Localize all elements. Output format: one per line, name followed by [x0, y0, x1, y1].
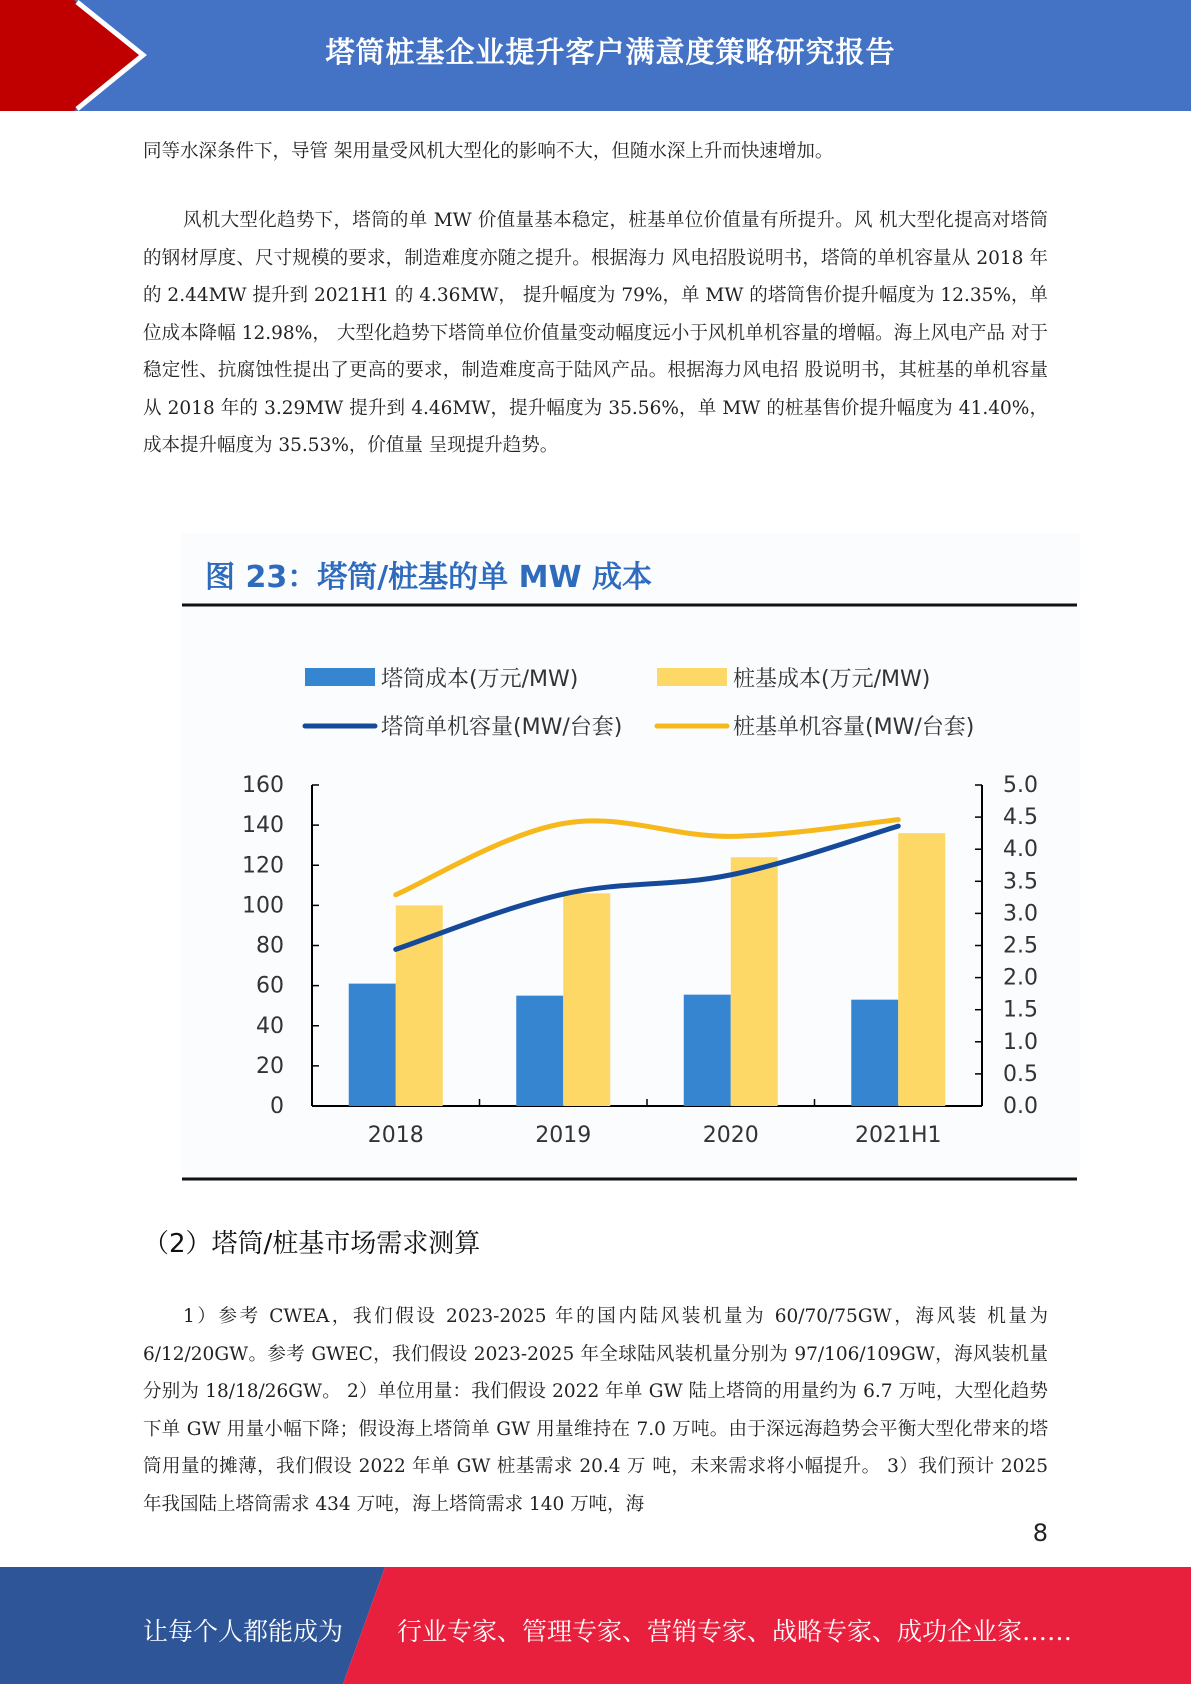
y-right-tick-label: 3.0	[1003, 901, 1038, 927]
x-tick-label: 2019	[535, 1123, 592, 1148]
y-left-tick-label: 160	[242, 773, 284, 798]
bar-tower-cost	[684, 995, 731, 1106]
y-right-tick-label: 4.5	[1003, 805, 1038, 831]
y-right-tick-label: 0.0	[1003, 1094, 1038, 1119]
legend-label: 桩基单机容量(MW/台套)	[733, 715, 975, 740]
bar-tower-cost	[851, 1000, 898, 1106]
section-heading: （2）塔筒/桩基市场需求测算	[143, 1229, 481, 1259]
y-right-tick-label: 0.5	[1003, 1061, 1038, 1087]
bar-pile-cost	[563, 893, 610, 1106]
chart-plot-area	[242, 667, 1038, 1148]
y-left-tick-label: 120	[242, 853, 284, 879]
y-left-tick-label: 100	[242, 893, 284, 919]
y-right-tick-label: 4.0	[1003, 837, 1038, 863]
paragraph-2: 风机大型化趋势下，塔筒的单 MW 价值量基本稳定，桩基单位价值量有所提升。风 机大型化提高对塔筒的钢材厚度、尺寸规模的要求，制造难度亦随之提升。根据海力 风电招股说明书，塔筒的单机容量从 2018 年的 2.44MW 提升到 2021H1 的 4.36MW， 提升幅度为 79%，单 MW 的塔筒售价提升幅度为 12.35%，单位成本降幅 12.98%， 大型化趋势下塔筒单位价值量变动幅度远小于风机单机容量的增幅。海上风电产品 对于稳定性、抗腐蚀性提出了更高的要求，制造难度高于陆风产品。根据海力风电招 股说明书，其桩基的单机容量从 2018 年的 3.29MW 提升到 4.46MW，提升幅度为 35.56%，单 MW 的桩基售价提升幅度为 41.40%，成本提升幅度为 35.53%，价值量 呈现提升趋势。	[143, 210, 1048, 456]
y-right-tick-label: 1.0	[1003, 1029, 1038, 1055]
x-tick-label: 2020	[702, 1123, 759, 1148]
y-right-tick-label: 5.0	[1003, 773, 1038, 798]
y-left-tick-label: 20	[256, 1053, 284, 1079]
legend-label: 塔筒成本(万元/MW)	[381, 667, 579, 692]
legend-swatch	[657, 668, 727, 686]
line-tower-capacity	[396, 826, 899, 949]
bar-pile-cost	[898, 833, 945, 1106]
y-left-tick-label: 80	[256, 933, 284, 959]
y-right-tick-label: 3.5	[1003, 869, 1038, 895]
paragraph-1: 同等水深条件下，导管 架用量受风机大型化的影响不大，但随水深上升而快速增加。	[143, 141, 834, 162]
x-tick-label: 2018	[367, 1123, 424, 1148]
y-left-tick-label: 40	[256, 1013, 284, 1039]
report-title: 塔筒桩基企业提升客户满意度策略研究报告	[325, 35, 896, 69]
chart-svg	[182, 533, 1080, 1181]
footer-slogan-left: 让每个人都能成为	[143, 1617, 344, 1646]
y-right-tick-label: 2.0	[1003, 965, 1038, 991]
paragraph-3: 1）参考 CWEA，我们假设 2023-2025 年的国内陆风装机量为 60/70/75GW，海风装 机量为 6/12/20GW。参考 GWEC，我们假设 2023-2025 年全球陆风装机量分别为 97/106/109GW，海风装机量分别为 18/18/26GW。 2）单位用量：我们假设 2022 年单 GW 陆上塔筒的用量约为 6.7 万吨，大型化趋势 下单 GW 用量小幅下降；假设海上塔筒单 GW 用量维持在 7.0 万吨。由于深远海趋势会平衡大型化带来的塔筒用量的摊薄，我们假设 2022 年单 GW 桩基需求 20.4 万 吨，未来需求将小幅提升。 3）我们预计 2025 年我国陆上塔筒需求 434 万吨，海上塔筒需求 140 万吨，海	[143, 1306, 1048, 1515]
chart-title: 图 23：塔筒/桩基的单 MW 成本	[205, 560, 652, 595]
footer-slogan-right: 行业专家、管理专家、营销专家、战略专家、成功企业家……	[397, 1617, 1073, 1646]
legend-swatch	[305, 668, 375, 686]
chart-figure	[182, 533, 1080, 1181]
y-right-tick-label: 2.5	[1003, 933, 1038, 959]
legend-label: 塔筒单机容量(MW/台套)	[381, 715, 623, 740]
bar-pile-cost	[731, 857, 778, 1106]
x-tick-label: 2021H1	[854, 1123, 942, 1148]
page-number: 8	[1032, 1519, 1048, 1547]
legend-label: 桩基成本(万元/MW)	[733, 667, 931, 692]
y-left-tick-label: 60	[256, 973, 284, 999]
y-left-tick-label: 140	[242, 813, 284, 839]
bar-tower-cost	[516, 996, 563, 1106]
y-left-tick-label: 0	[270, 1094, 284, 1119]
page-header	[0, 0, 1191, 111]
bar-tower-cost	[349, 984, 396, 1106]
y-right-tick-label: 1.5	[1003, 997, 1038, 1023]
